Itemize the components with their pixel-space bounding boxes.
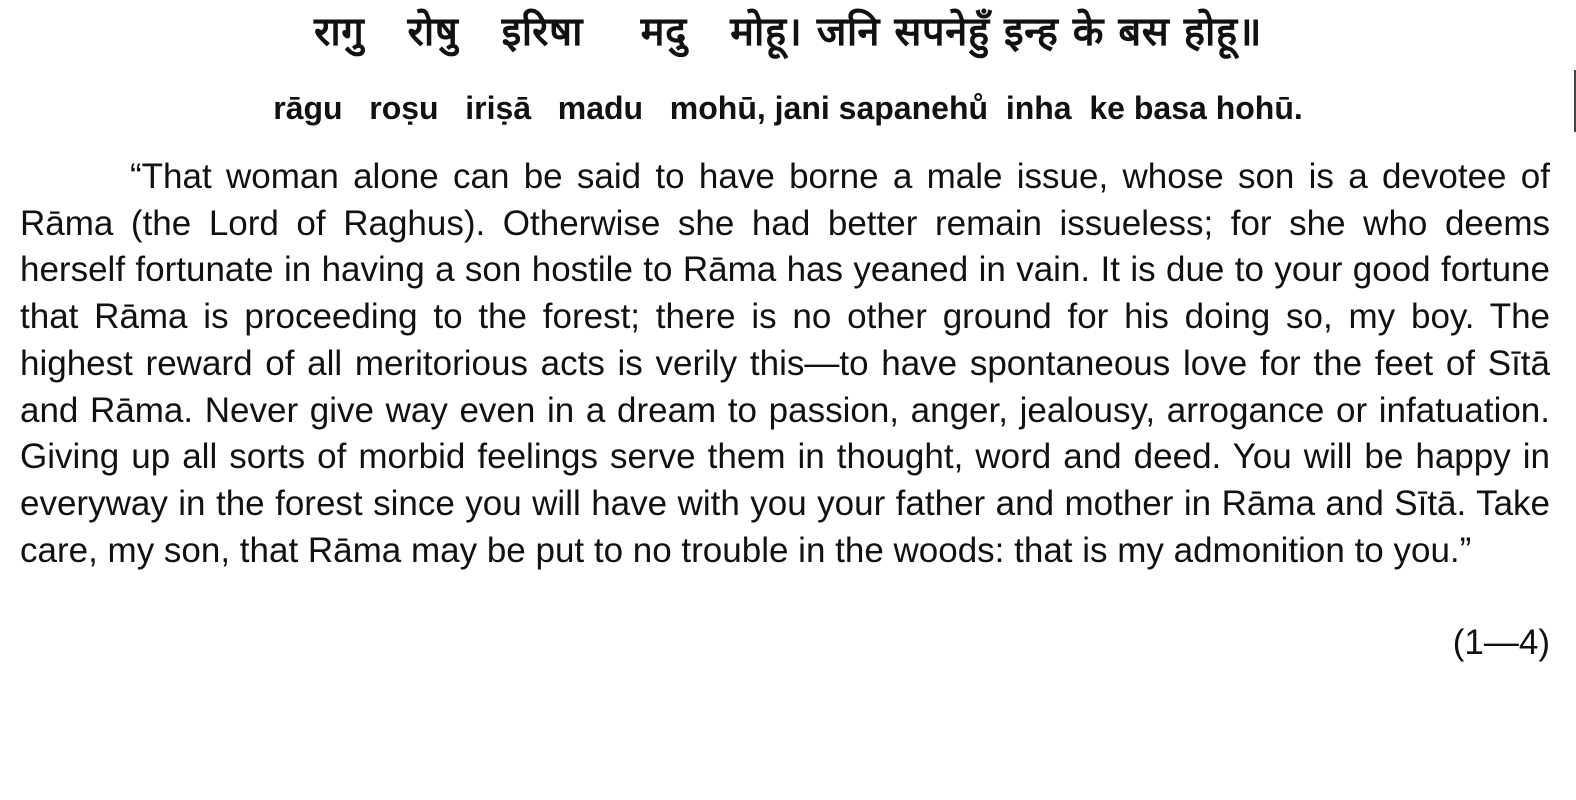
verse-reference: (1—4) [1452,623,1550,662]
translation-paragraph: “That woman alone can be said to have borne a male issue, whose son is a devotee of Rāma (the Lord of Raghus). Otherwise she had better remain issueless; for she who deems herself fortunate in having a son hostile to Rāma has yeaned in vain. It is due to your good fortune that Rāma is proceeding to the forest; there is no other ground for his doing so, my boy. The highest reward of all meritorious acts is verily this—to have spontaneous love for the feet of Sītā and Rāma. Never give way even in a dream to passion, anger, jealousy, arrogance or infatuation. Giving up all sorts of morbid feelings serve them in thought, word and deed. You will be happy in everyway in the forest since you will have with you your father and mother in Rāma and Sītā. Take care, my son, that Rāma may be put to no trouble in the woods: that is my admonition to you.” [20,157,1550,570]
verse-devanagari: रागु रोषु इरिषा मदु मोहू। जनि सपनेहुँ इन्ह के बस होहू॥ [313,9,1263,55]
verse-transliteration: rāgu roṣu iriṣā madu mohū, jani sapanehů inha ke basa hohū. [273,90,1303,126]
